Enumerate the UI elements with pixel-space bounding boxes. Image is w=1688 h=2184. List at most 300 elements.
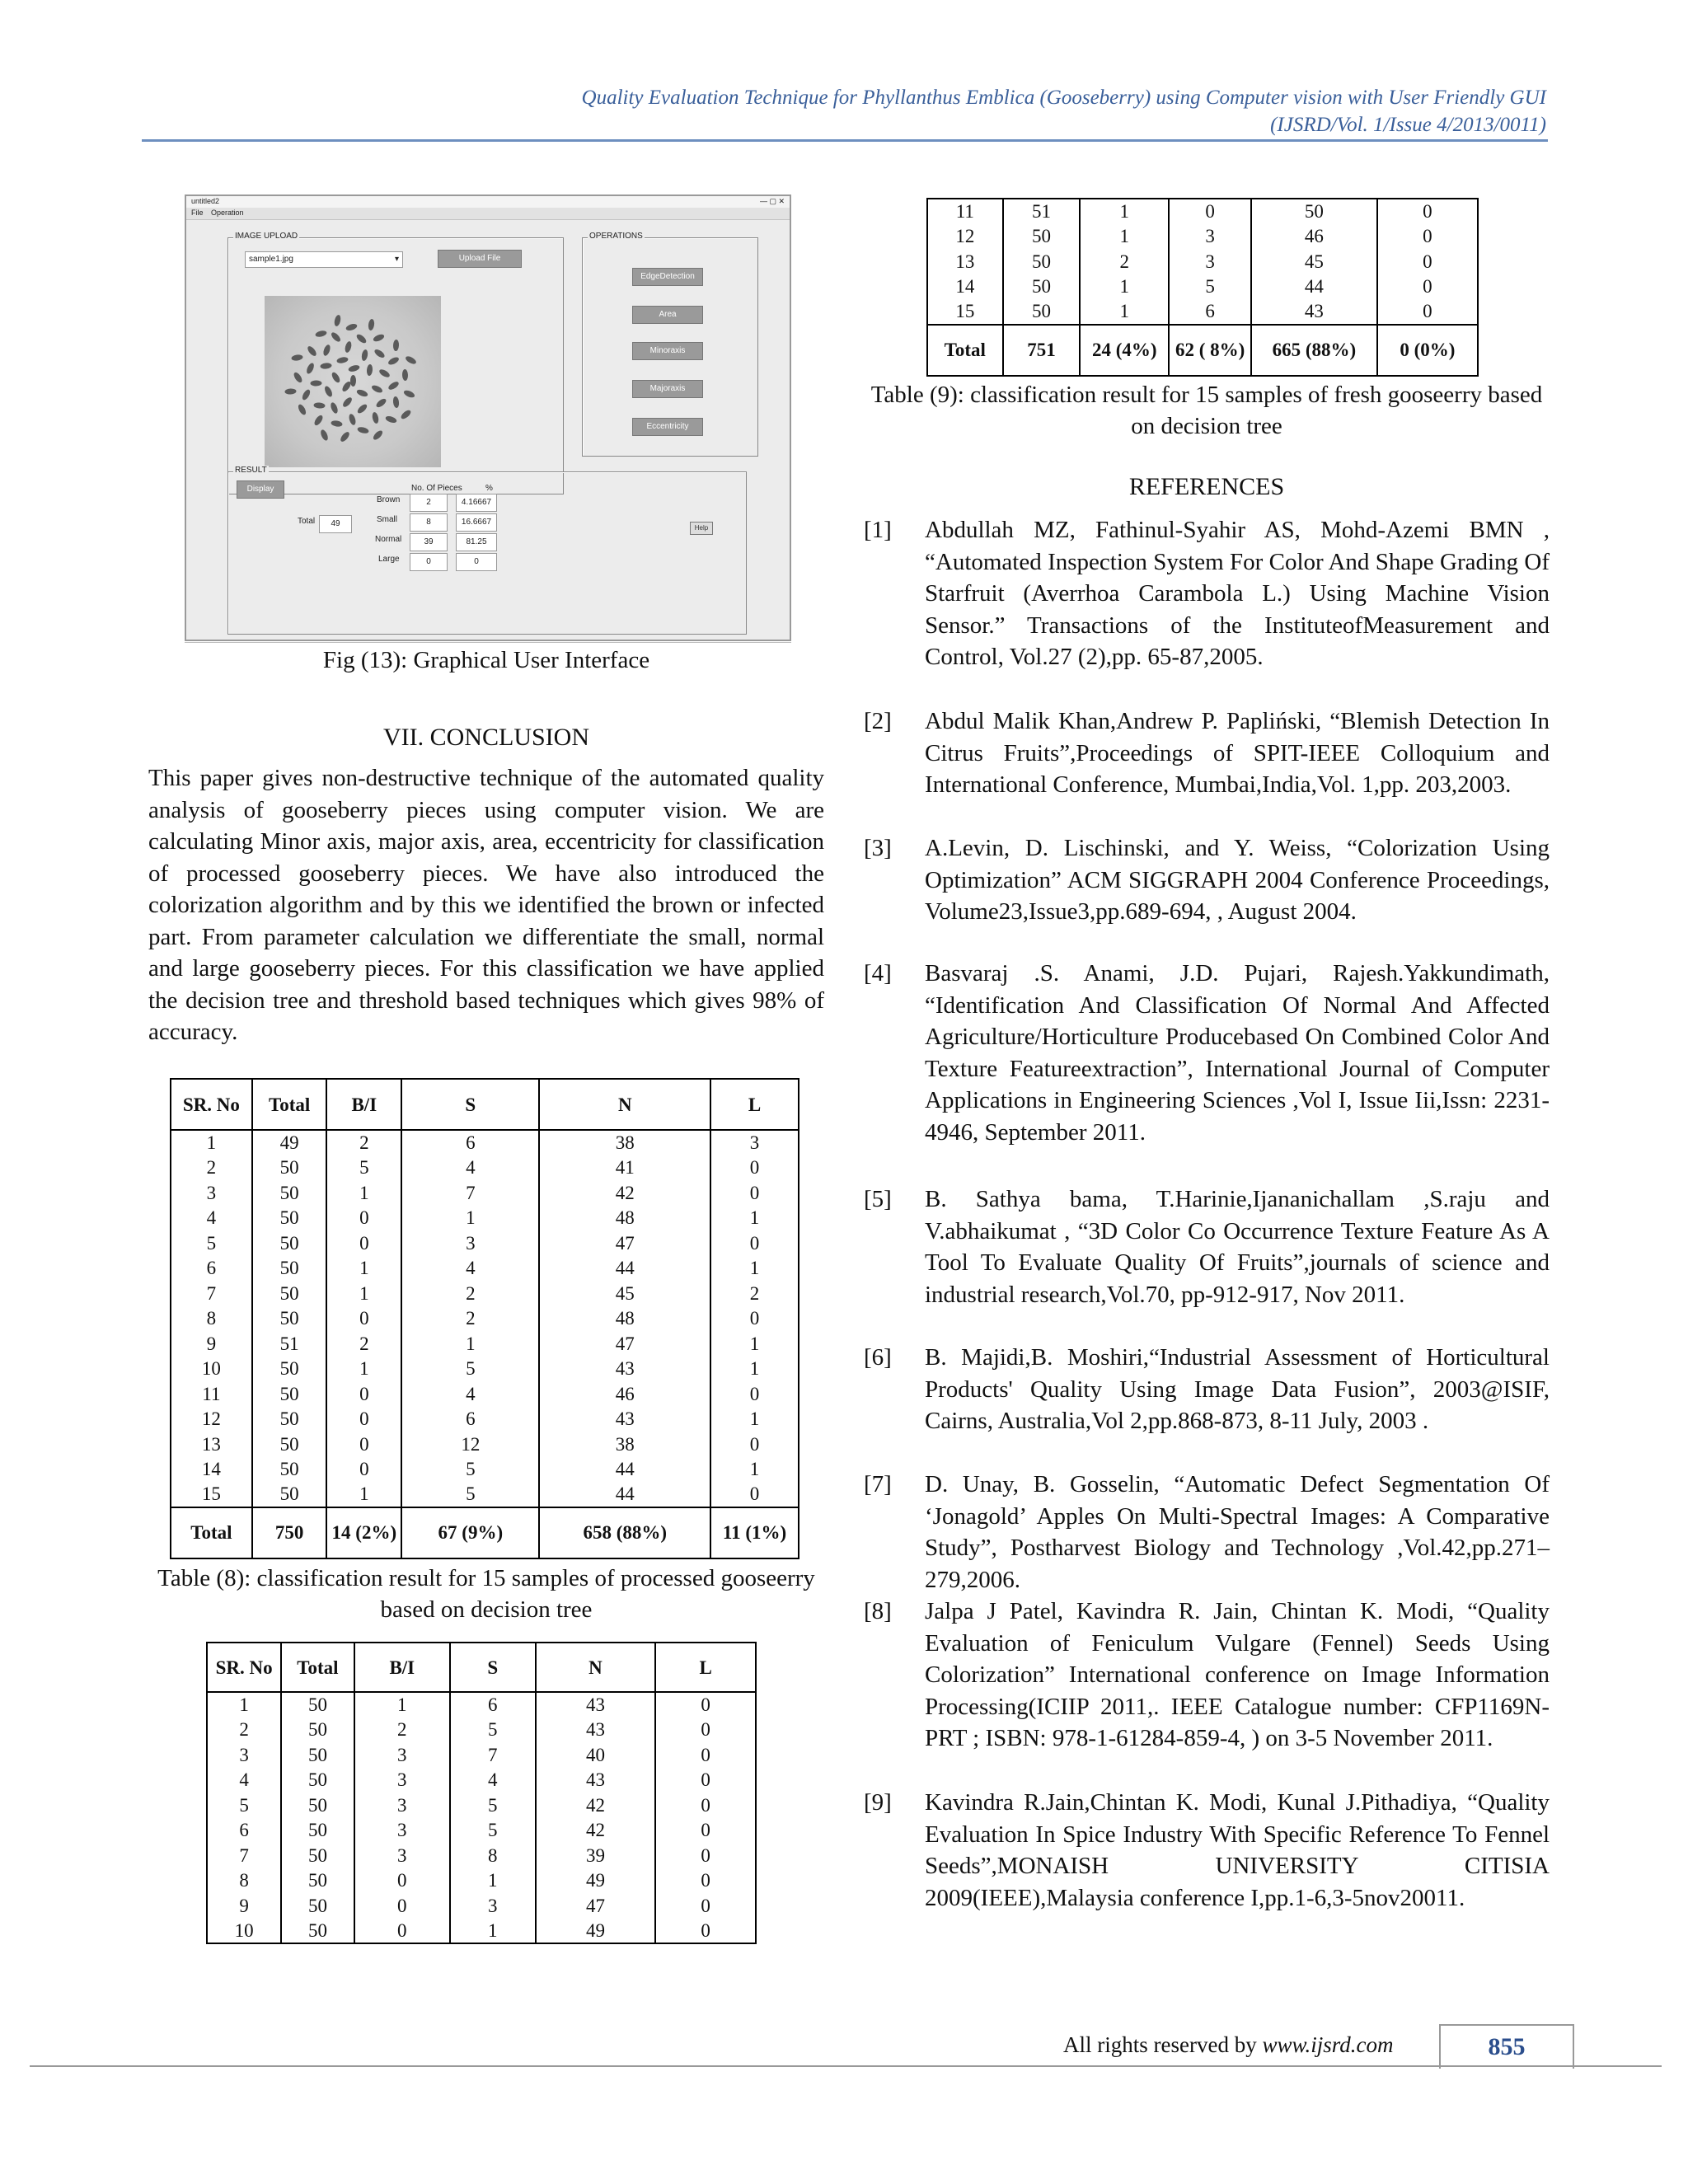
help-button[interactable]: Help — [690, 522, 713, 535]
reference-item — [864, 705, 1550, 801]
t8-header-srno: SR. No — [171, 1079, 252, 1130]
t9-cell: 43 — [536, 1718, 656, 1743]
gooseberry-piece — [321, 362, 333, 368]
t9-cell: 49 — [536, 1919, 656, 1944]
gooseberry-piece — [357, 426, 369, 434]
small-label: Small — [377, 515, 398, 524]
t8-cell: 1 — [401, 1206, 539, 1231]
gooseberry-piece — [404, 354, 417, 365]
operations-panel — [582, 232, 758, 457]
t9-cell: 50 — [281, 1718, 354, 1743]
t8-cell: 51 — [252, 1331, 327, 1357]
reference-text: A.Levin, D. Lischinski, and Y. Weiss, “Colorization Using Optimization” ACM SIGGRAPH 2004 Conference Proceedings, Volume23,Issue3,pp.689-694, , August 2004. — [925, 835, 1550, 925]
t9-cell: 1 — [450, 1868, 536, 1894]
t8-cell: 2 — [326, 1331, 401, 1357]
table-row — [207, 1718, 756, 1743]
table-8-caption: Table (8): classification result for 15 samples of processed gooseerry based on decision tree — [157, 1565, 815, 1623]
table-row — [171, 1482, 799, 1507]
gui-titlebar — [186, 196, 790, 209]
normal-count-field[interactable]: 39 — [410, 533, 448, 551]
t9b-total-cell: 751 — [1003, 325, 1081, 376]
t8-cell: 1 — [326, 1256, 401, 1282]
t8-cell: 4 — [401, 1256, 539, 1282]
t8-cell: 8 — [171, 1306, 252, 1332]
t9-cell: 3 — [450, 1893, 536, 1919]
t8-cell: 50 — [252, 1206, 327, 1231]
t9b-cell: 46 — [1251, 224, 1377, 250]
gooseberry-piece — [350, 375, 356, 387]
t9-cell: 5 — [207, 1793, 281, 1818]
reference-text: B. Majidi,B. Moshiri,“Industrial Assessment of Horticultural Products' Quality Using Image Data Fusion”, 2003@ISIF, Cairns, Australia,Vol 2,pp.868-873, 8-11 July, 2003 . — [925, 1344, 1550, 1434]
t8-cell: 50 — [252, 1457, 327, 1483]
t8-total-cell: 750 — [252, 1507, 327, 1558]
edge-detection-button[interactable]: EdgeDetection — [632, 268, 703, 286]
reference-number: [7] — [864, 1471, 892, 1497]
reference-text: B. Sathya bama, T.Harinie,Ijananichallam ,S.raju and V.abhaikumat , “3D Color Co Occurrence Texture Feature As A Tool To Evaluate Quality Of Fruits”,journals of science and industrial research,Vol.70, pp-912-917, Nov 2011. — [925, 1186, 1550, 1308]
t9-header-total: Total — [281, 1643, 354, 1692]
t8-cell: 47 — [539, 1230, 710, 1256]
gooseberry-piece — [401, 369, 407, 381]
table-row — [171, 1281, 799, 1306]
t9b-cell: 13 — [927, 249, 1003, 274]
t8-cell: 44 — [539, 1482, 710, 1507]
t8-cell: 4 — [401, 1381, 539, 1407]
t9-cell: 0 — [655, 1893, 756, 1919]
t8-cell: 12 — [401, 1432, 539, 1457]
reference-text: Jalpa J Patel, Kavindra R. Jain, Chintan K. Modi, “Quality Evaluation of Feniculum Vulgare (Fennel) Seeds Using Colorization” International conference on Image Information Processing(ICIIP 2011,. IEEE Catalogue number: CFP1169N-PRT ; ISBN: 978-1-61284-859-4, ) on 3-5 November 2011. — [925, 1598, 1550, 1751]
image-upload-panel — [227, 232, 564, 494]
t9b-cell: 1 — [1080, 299, 1169, 325]
t8-cell: 48 — [539, 1306, 710, 1332]
table-row — [207, 1818, 756, 1844]
t9-cell: 0 — [655, 1692, 756, 1718]
t9-cell: 8 — [450, 1843, 536, 1868]
t9b-cell: 0 — [1377, 199, 1478, 224]
table-row — [207, 1868, 756, 1894]
t9-cell: 43 — [536, 1692, 656, 1718]
gooseberry-piece — [361, 349, 368, 361]
page-number: 855 — [1439, 2024, 1574, 2069]
total-row — [171, 1507, 799, 1558]
t8-cell: 50 — [252, 1482, 327, 1507]
t8-cell: 0 — [710, 1230, 799, 1256]
gui-screenshot — [185, 194, 791, 641]
t8-total-cell: 658 (88%) — [539, 1507, 710, 1558]
t8-cell: 7 — [171, 1281, 252, 1306]
gooseberry-piece — [387, 355, 401, 366]
t8-cell: 1 — [326, 1180, 401, 1206]
t8-cell: 44 — [539, 1256, 710, 1282]
t9-cell: 40 — [536, 1742, 656, 1768]
reference-text: Abdullah MZ, Fathinul-Syahir AS, Mohd-Azemi BMN , “Automated Inspection System For Color And Shape Grading Of Starfruit (Averrhoa Carambola L.) Using Machine Vision Sensor.” Transactions of the InstituteofMeasurement and Control, Vol.27 (2),pp. 65-87,2005. — [925, 517, 1550, 670]
t8-cell: 0 — [710, 1180, 799, 1206]
t8-cell: 0 — [710, 1381, 799, 1407]
t9-cell: 42 — [536, 1818, 656, 1844]
t8-cell: 50 — [252, 1407, 327, 1432]
t8-cell: 0 — [710, 1155, 799, 1181]
minoraxis-button[interactable]: Minoraxis — [632, 342, 703, 360]
chevron-down-icon: ▾ — [394, 255, 399, 264]
gooseberry-piece — [330, 402, 340, 415]
image-dropdown[interactable] — [245, 251, 403, 268]
reference-text: Kavindra R.Jain,Chintan K. Modi, Kunal J.Pithadiya, “Quality Evaluation In Spice Industry With Specific Reference To Fennel Seeds”,MONAISH UNIVERSITY CITISIA 2009(IEEE),Malaysia conference I,pp.1-6,3-5nov20011. — [925, 1789, 1550, 1911]
table-row — [171, 1357, 799, 1382]
t9-cell: 50 — [281, 1742, 354, 1768]
t9b-cell: 45 — [1251, 249, 1377, 274]
gooseberry-piece — [341, 381, 353, 393]
area-button[interactable]: Area — [632, 306, 703, 324]
gooseberry-piece — [284, 388, 296, 395]
t9b-cell: 0 — [1169, 199, 1251, 224]
t8-cell: 6 — [171, 1256, 252, 1282]
gooseberry-piece — [333, 314, 341, 326]
normal-percent-field[interactable]: 81.25 — [456, 533, 497, 551]
t9b-cell: 12 — [927, 224, 1003, 250]
table-row — [207, 1742, 756, 1768]
t8-cell: 48 — [539, 1206, 710, 1231]
gooseberry-piece — [356, 388, 369, 398]
total-label: Total — [298, 517, 316, 526]
t8-header-n: N — [539, 1079, 710, 1130]
t9b-total-cell: Total — [927, 325, 1003, 376]
t9b-total-cell: 62 ( 8%) — [1169, 325, 1251, 376]
gooseberry-piece — [301, 388, 312, 401]
figure-rule — [185, 642, 791, 643]
t9b-cell: 0 — [1377, 224, 1478, 250]
gooseberry-piece — [392, 396, 400, 408]
t8-cell: 10 — [171, 1357, 252, 1382]
gooseberry-piece — [313, 402, 325, 409]
total-field[interactable]: 49 — [319, 515, 352, 533]
t8-cell: 3 — [401, 1230, 539, 1256]
t9-header-srno: SR. No — [207, 1643, 281, 1692]
gooseberry-image-preview — [265, 296, 441, 467]
image-upload-label: IMAGE UPLOAD — [235, 232, 298, 241]
reference-text: Basvaraj .S. Anami, J.D. Pujari, Rajesh.Yakkundimath, “Identification And Classification Of Normal And Affected Agriculture/Horticulture Producebased On Combined Color And Texture Featureextraction”, International Journal of Computer Applications in Engineering Sciences ,Vol I, Issue Iii,Issn: 2231-4946, September 2011. — [925, 960, 1550, 1146]
t8-cell: 0 — [326, 1381, 401, 1407]
t8-cell: 4 — [171, 1206, 252, 1231]
brown-percent-field[interactable]: 4.16667 — [456, 494, 497, 512]
gui-menubar — [186, 208, 790, 220]
t8-cell: 12 — [171, 1407, 252, 1432]
t9b-total-cell: 0 (0%) — [1377, 325, 1478, 376]
t8-cell: 1 — [326, 1281, 401, 1306]
t8-cell: 0 — [326, 1230, 401, 1256]
table-row — [171, 1206, 799, 1231]
reference-item — [864, 1596, 1550, 1755]
t9-cell: 0 — [655, 1768, 756, 1793]
gui-window-title: untitled2 — [191, 197, 220, 205]
t8-cell: 43 — [539, 1357, 710, 1382]
t9-cell: 10 — [207, 1919, 281, 1944]
t8-cell: 46 — [539, 1381, 710, 1407]
t9b-cell: 0 — [1377, 274, 1478, 300]
large-count-field[interactable]: 0 — [410, 553, 448, 571]
brown-label: Brown — [377, 495, 401, 504]
reference-item — [864, 1787, 1550, 1914]
gooseberry-piece — [348, 413, 357, 425]
t8-cell: 47 — [539, 1331, 710, 1357]
gooseberry-piece — [330, 330, 342, 343]
gooseberry-piece — [311, 380, 322, 386]
reference-number: [6] — [864, 1344, 892, 1371]
table-row — [171, 1155, 799, 1181]
t9-cell: 3 — [354, 1768, 450, 1793]
t8-cell: 1 — [710, 1407, 799, 1432]
t8-cell: 11 — [171, 1381, 252, 1407]
t8-cell: 15 — [171, 1482, 252, 1507]
t8-cell: 5 — [171, 1230, 252, 1256]
reference-number: [8] — [864, 1598, 892, 1624]
t9b-cell: 44 — [1251, 274, 1377, 300]
gooseberry-piece — [344, 340, 352, 353]
t8-cell: 5 — [401, 1457, 539, 1483]
gooseberry-piece — [315, 330, 327, 338]
t9-cell: 0 — [655, 1868, 756, 1894]
t9-cell: 3 — [354, 1793, 450, 1818]
t8-header-total: Total — [252, 1079, 327, 1130]
t9-cell: 50 — [281, 1868, 354, 1894]
t8-cell: 2 — [710, 1281, 799, 1306]
gooseberry-piece — [293, 372, 304, 385]
reference-item — [864, 958, 1550, 1148]
t9b-cell: 3 — [1169, 249, 1251, 274]
t8-cell: 50 — [252, 1432, 327, 1457]
t9-cell: 2 — [207, 1718, 281, 1743]
gooseberry-piece — [297, 403, 307, 416]
reference-number: [5] — [864, 1186, 892, 1212]
table-8 — [170, 1078, 799, 1559]
t9b-cell: 50 — [1251, 199, 1377, 224]
t8-cell: 50 — [252, 1306, 327, 1332]
t9-cell: 0 — [655, 1742, 756, 1768]
total-row — [927, 325, 1478, 376]
table-row — [171, 1306, 799, 1332]
table-row — [207, 1843, 756, 1868]
t9b-cell: 1 — [1080, 274, 1169, 300]
gooseberry-piece — [341, 396, 354, 408]
table-row — [171, 1457, 799, 1483]
t8-cell: 1 — [710, 1357, 799, 1382]
table-row — [927, 274, 1478, 300]
table-9-caption: Table (9): classification result for 15 samples of fresh gooseerry based on decision tree — [870, 382, 1543, 439]
reference-item — [864, 1342, 1550, 1437]
t9-cell: 6 — [450, 1692, 536, 1718]
table-row — [171, 1381, 799, 1407]
t9-cell: 50 — [281, 1692, 354, 1718]
eccentricity-button[interactable]: Eccentricity — [632, 418, 703, 436]
t9-cell: 43 — [536, 1768, 656, 1793]
t9-cell: 0 — [655, 1843, 756, 1868]
references-heading: REFERENCES — [1128, 473, 1285, 500]
t8-cell: 0 — [326, 1432, 401, 1457]
percent-column-header: % — [485, 484, 493, 493]
gooseberry-piece — [367, 364, 373, 377]
t8-cell: 1 — [326, 1482, 401, 1507]
reference-number: [2] — [864, 708, 892, 734]
gooseberry-piece — [340, 430, 351, 443]
gooseberry-piece — [305, 362, 315, 375]
t9-header-n: N — [536, 1643, 656, 1692]
footer-rule — [30, 2065, 1662, 2067]
t9-cell: 1 — [207, 1692, 281, 1718]
t9-cell: 0 — [655, 1818, 756, 1844]
table-row — [207, 1768, 756, 1793]
t8-total-cell: 67 (9%) — [401, 1507, 539, 1558]
reference-number: [9] — [864, 1789, 892, 1816]
gooseberry-piece — [370, 384, 383, 394]
reference-text: D. Unay, B. Gosselin, “Automatic Defect Segmentation Of ‘Jonagold’ Apples On Multi-Spectral Images: A Comparative Study”, Postharvest Biology and Technology ,Vol.42,pp.271–279,2006. — [925, 1471, 1550, 1593]
t8-cell: 38 — [539, 1130, 710, 1155]
t8-cell: 13 — [171, 1432, 252, 1457]
large-label: Large — [378, 555, 400, 564]
t8-cell: 7 — [401, 1180, 539, 1206]
display-button[interactable]: Display — [237, 480, 284, 499]
t9-cell: 8 — [207, 1868, 281, 1894]
reference-number: [3] — [864, 835, 892, 861]
t9-cell: 47 — [536, 1893, 656, 1919]
t9b-cell: 50 — [1003, 299, 1081, 325]
t9-cell: 5 — [450, 1718, 536, 1743]
gooseberry-piece — [373, 348, 386, 359]
t9b-cell: 43 — [1251, 299, 1377, 325]
gooseberry-piece — [323, 385, 334, 398]
footer-text: All rights reserved by — [1063, 2032, 1263, 2057]
t9-cell: 3 — [207, 1742, 281, 1768]
t9-header-s: S — [450, 1643, 536, 1692]
t9b-cell: 0 — [1377, 249, 1478, 274]
t9b-cell: 14 — [927, 274, 1003, 300]
t8-cell: 0 — [326, 1407, 401, 1432]
small-percent-field[interactable]: 16.6667 — [456, 513, 497, 532]
t8-cell: 6 — [401, 1130, 539, 1155]
table-row — [207, 1919, 756, 1944]
reference-number: [1] — [864, 517, 892, 543]
reference-number: [4] — [864, 960, 892, 987]
t9-cell: 0 — [354, 1868, 450, 1894]
menu-file[interactable]: File — [191, 209, 204, 217]
gooseberry-piece — [330, 372, 340, 385]
t9-cell: 7 — [207, 1843, 281, 1868]
t8-cell: 45 — [539, 1281, 710, 1306]
normal-label: Normal — [375, 535, 402, 544]
table-row — [927, 249, 1478, 274]
t8-cell: 6 — [401, 1407, 539, 1432]
result-label: RESULT — [235, 466, 267, 475]
t8-cell: 1 — [326, 1357, 401, 1382]
t8-cell: 50 — [252, 1230, 327, 1256]
result-panel — [227, 466, 747, 635]
gooseberry-piece — [385, 415, 398, 424]
table-row — [171, 1432, 799, 1457]
t8-cell: 9 — [171, 1331, 252, 1357]
table-row — [927, 299, 1478, 325]
t9-cell: 2 — [354, 1718, 450, 1743]
t9-cell: 4 — [450, 1768, 536, 1793]
header-rule — [142, 139, 1548, 142]
t8-cell: 50 — [252, 1256, 327, 1282]
t9b-cell: 6 — [1169, 299, 1251, 325]
t9-header-bi: B/I — [354, 1643, 450, 1692]
footer-site-link[interactable]: www.ijsrd.com — [1262, 2032, 1394, 2057]
small-count-field[interactable]: 8 — [410, 513, 448, 532]
t9b-cell: 1 — [1080, 199, 1169, 224]
menu-operation[interactable]: Operation — [211, 209, 244, 217]
t8-cell: 0 — [710, 1432, 799, 1457]
t8-cell: 0 — [710, 1482, 799, 1507]
t9-cell: 1 — [450, 1919, 536, 1944]
window-controls-icon[interactable]: — ▢ ✕ — [759, 197, 785, 205]
gooseberry-piece — [345, 323, 358, 332]
t9-cell: 4 — [207, 1768, 281, 1793]
t9-cell: 7 — [450, 1742, 536, 1768]
gooseberry-piece — [313, 415, 325, 427]
large-percent-field[interactable]: 0 — [456, 553, 497, 571]
t8-cell: 43 — [539, 1407, 710, 1432]
figure-caption: Fig (13): Graphical User Interface — [322, 647, 650, 673]
t9-cell: 6 — [207, 1818, 281, 1844]
t8-cell: 50 — [252, 1357, 327, 1382]
gooseberry-piece — [368, 318, 375, 330]
table-row — [171, 1331, 799, 1357]
t8-header-bi: B/I — [326, 1079, 401, 1130]
t8-cell: 41 — [539, 1155, 710, 1181]
t9-cell: 0 — [655, 1919, 756, 1944]
t9b-cell: 2 — [1080, 249, 1169, 274]
table-row — [171, 1256, 799, 1282]
t9b-cell: 50 — [1003, 224, 1081, 250]
gooseberry-piece — [336, 356, 349, 364]
t9b-cell: 50 — [1003, 274, 1081, 300]
t9-cell: 3 — [354, 1843, 450, 1868]
t8-cell: 42 — [539, 1180, 710, 1206]
t8-cell: 38 — [539, 1432, 710, 1457]
t9-cell: 50 — [281, 1768, 354, 1793]
image-dropdown-value: sample1.jpg — [249, 255, 293, 264]
gooseberry-piece — [393, 340, 400, 351]
t9-cell: 1 — [354, 1692, 450, 1718]
t8-cell: 49 — [252, 1130, 327, 1155]
table-row — [171, 1180, 799, 1206]
gooseberry-piece — [291, 354, 303, 361]
header-volume: (IJSRD/Vol. 1/Issue 4/2013/0011) — [1270, 114, 1546, 136]
t8-cell: 0 — [326, 1206, 401, 1231]
t8-total-cell: 14 (2%) — [326, 1507, 401, 1558]
t8-cell: 0 — [326, 1306, 401, 1332]
t8-cell: 3 — [710, 1130, 799, 1155]
gooseberry-piece — [356, 403, 368, 415]
t9b-cell: 51 — [1003, 199, 1081, 224]
t9-cell: 50 — [281, 1793, 354, 1818]
t9-cell: 42 — [536, 1793, 656, 1818]
upload-file-button[interactable]: Upload File — [438, 250, 522, 268]
reference-text: Abdul Malik Khan,Andrew P. Papliński, “Blemish Detection In Citrus Fruits”,Proceedings of SPIT-IEEE Colloquium and International Conference, Mumbai,India,Vol. 1,pp. 203,2003. — [925, 708, 1550, 798]
t9-cell: 0 — [354, 1893, 450, 1919]
brown-count-field[interactable]: 2 — [410, 494, 448, 512]
majoraxis-button[interactable]: Majoraxis — [632, 380, 703, 398]
t8-cell: 50 — [252, 1180, 327, 1206]
t9b-cell: 3 — [1169, 224, 1251, 250]
t8-cell: 1 — [171, 1130, 252, 1155]
gooseberry-piece — [322, 344, 331, 358]
footer-rights — [1063, 2032, 1393, 2058]
t8-cell: 5 — [326, 1155, 401, 1181]
t9b-cell: 1 — [1080, 224, 1169, 250]
t8-cell: 50 — [252, 1281, 327, 1306]
t9-cell: 9 — [207, 1893, 281, 1919]
t9b-cell: 0 — [1377, 299, 1478, 325]
t9-cell: 50 — [281, 1818, 354, 1844]
